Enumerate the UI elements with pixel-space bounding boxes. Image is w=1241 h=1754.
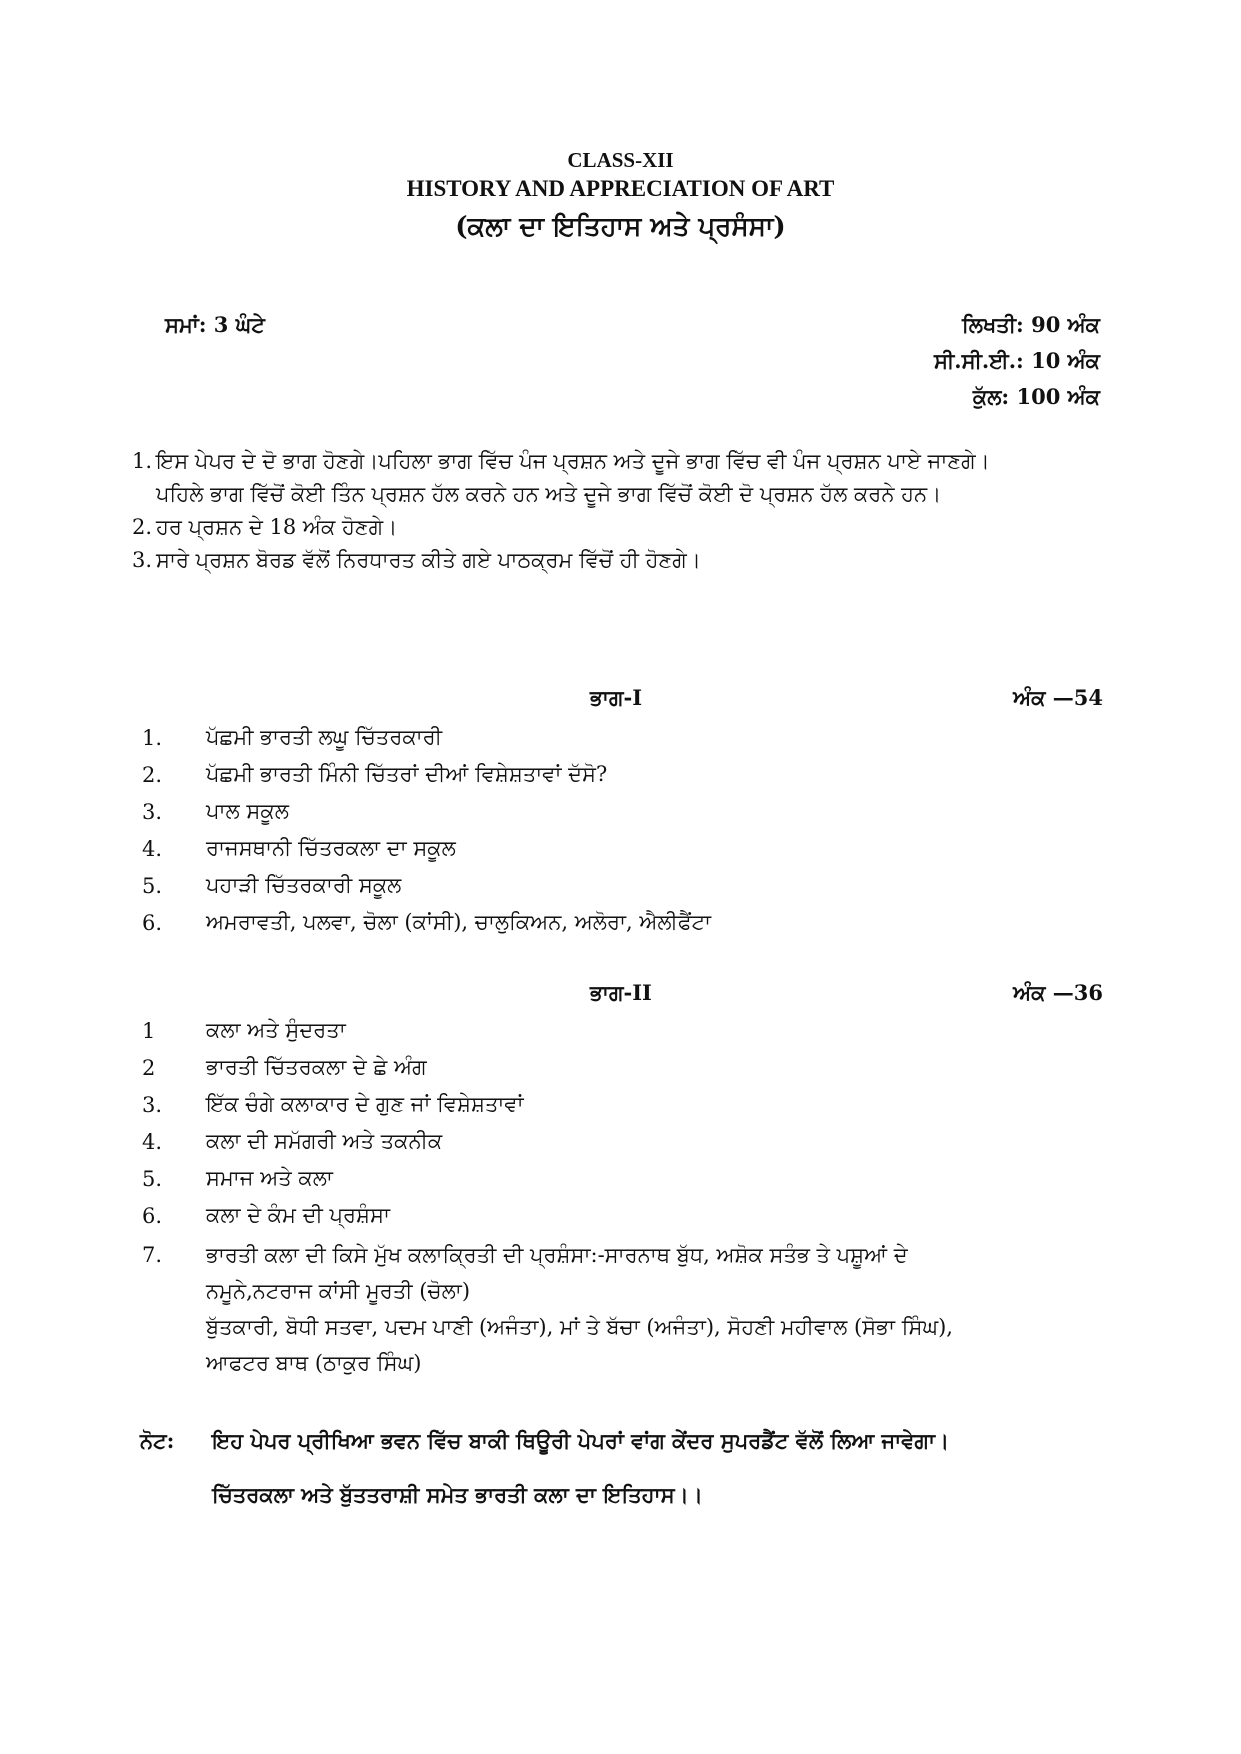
item-number: 5. [142,873,163,898]
list-item [142,1160,1102,1197]
item-number: 4. [142,1129,163,1154]
instruction-item [132,445,1132,478]
part2-list [142,1012,1102,1381]
part1-title: ਭਾਗ-I [590,685,643,710]
note-subtext: ਚਿੱਤਰਕਲਾ ਅਤੇ ਬੁੱਤਤਰਾਸ਼ੀ ਸਮੇਤ ਭਾਰਤੀ ਕਲਾ ਦਾ ਇਤਿਹਾਸ।। [212,1482,703,1507]
item-text: ਕਲਾ ਅਤੇ ਸੁੰਦਰਤਾ [206,1018,346,1042]
instruction-number: 3. [132,548,153,572]
item-number: 1 [142,1018,156,1043]
item-text: ਪਹਾੜੀ ਚਿੱਤਰਕਾਰੀ ਸਕੂਲ [206,873,402,897]
item-text: ਕਲਾ ਦੀ ਸਮੱਗਰੀ ਅਤੇ ਤਕਨੀਕ [206,1129,443,1153]
instruction-text: ਇਸ ਪੇਪਰ ਦੇ ਦੋ ਭਾਗ ਹੋਣਗੇ।ਪਹਿਲਾ ਭਾਗ ਵਿੱਚ ਪੰਜ ਪ੍ਰਸ਼ਨ ਅਤੇ ਦੂਜੇ ਭਾਗ ਵਿੱਚ ਵੀ ਪੰਜ ਪ੍ਰਸ਼ਨ ਪਾਏ ਜਾਣਗੇ। [156,449,990,473]
instructions-list [132,445,1132,577]
item-text-line: ਬੁੱਤਕਾਰੀ, ਬੋਧੀ ਸਤਵਾ, ਪਦਮ ਪਾਣੀ (ਅਜੰਤਾ), ਮਾਂ ਤੇ ਬੱਚਾ (ਅਜੰਤਾ), ਸੋਹਣੀ ਮਹੀਵਾਲ (ਸੋਭਾ ਸਿੰਘ), [206,1315,953,1339]
item-text [206,1237,953,1381]
item-text-line: ਭਾਰਤੀ ਕਲਾ ਦੀ ਕਿਸੇ ਮੁੱਖ ਕਲਾਕ੍ਰਿਤੀ ਦੀ ਪ੍ਰਸ਼ੰਸਾ:-ਸਾਰਨਾਥ ਬੁੱਧ, ਅਸ਼ੋਕ ਸਤੰਭ ਤੇ ਪਸ਼ੂਆਂ ਦੇ [206,1243,908,1267]
instruction-number: 2. [132,515,153,539]
item-text-line: ਨਮੂਨੇ,ਨਟਰਾਜ ਕਾਂਸੀ ਮੂਰਤੀ (ਚੋਲਾ) [206,1279,471,1303]
item-text: ਪੱਛਮੀ ਭਾਰਤੀ ਲਘੂ ਚਿੱਤਰਕਾਰੀ [206,725,443,749]
note-text: ਇਹ ਪੇਪਰ ਪ੍ਰੀਖਿਆ ਭਵਨ ਵਿੱਚ ਬਾਕੀ ਥਿਊਰੀ ਪੇਪਰਾਂ ਵਾਂਗ ਕੇਂਦਰ ਸੁਪਰਡੈਂਟ ਵੱਲੋਂ ਲਿਆ ਜਾਵੇਗਾ। [212,1428,950,1453]
list-item [142,793,1102,830]
list-item [142,904,1102,941]
note-label: ਨੋਟ: [140,1428,175,1453]
instruction-text: ਹਰ ਪ੍ਰਸ਼ਨ ਦੇ 18 ਅੰਕ ਹੋਣਗੇ। [156,515,398,539]
item-text-line: ਆਫਟਰ ਬਾਥ (ਠਾਕੁਰ ਸਿੰਘ) [206,1351,422,1375]
item-number: 5. [142,1166,163,1191]
note-block [0,1428,1241,1468]
instruction-item [132,511,1132,544]
item-text: ਸਮਾਜ ਅਤੇ ਕਲਾ [206,1166,333,1190]
list-item [142,830,1102,867]
list-item [142,1197,1102,1234]
item-number: 6. [142,1203,163,1228]
total-marks: ਕੁੱਲ: 100 ਅੰਕ [972,384,1100,409]
list-item [142,867,1102,904]
item-text: ਭਾਰਤੀ ਚਿੱਤਰਕਲਾ ਦੇ ਛੇ ਅੰਗ [206,1055,427,1079]
time-allowed: ਸਮਾਂ: 3 ਘੰਟੇ [165,312,265,337]
list-item [142,1237,1102,1381]
item-text: ਰਾਜਸਥਾਨੀ ਚਿੱਤਰਕਲਾ ਦਾ ਸਕੂਲ [206,836,456,860]
item-number: 3. [142,1092,163,1117]
list-item [142,1123,1102,1160]
instruction-number: 1. [132,449,153,473]
written-marks: ਲਿਖਤੀ: 90 ਅੰਕ [961,312,1100,337]
item-number: 4. [142,836,163,861]
part1-marks: ਅੰਕ —54 [1013,685,1103,710]
item-text: ਪੱਛਮੀ ਭਾਰਤੀ ਮਿੰਨੀ ਚਿੱਤਰਾਂ ਦੀਆਂ ਵਿਸ਼ੇਸ਼ਤਾਵਾਂ ਦੱਸੋ? [206,762,608,786]
list-item [142,1049,1102,1086]
item-number: 3. [142,799,163,824]
item-text: ਅਮਰਾਵਤੀ, ਪਲਵਾ, ਚੋਲਾ (ਕਾਂਸੀ), ਚਾਲੁਕਿਅਨ, ਅਲੋਰਾ, ਐਲੀਫੈਂਟਾ [206,910,712,934]
class-heading: CLASS-XII [567,148,674,172]
item-text: ਪਾਲ ਸਕੂਲ [206,799,289,823]
list-item [142,1012,1102,1049]
cce-marks: ਸੀ.ਸੀ.ਈ.: 10 ਅੰਕ [933,348,1100,373]
instruction-item [132,544,1132,577]
item-number: 1. [142,725,163,750]
list-item [142,719,1102,756]
item-number: 6. [142,910,163,935]
item-number: 2. [142,762,163,787]
list-item [142,756,1102,793]
item-number: 7. [142,1243,163,1267]
item-text: ਕਲਾ ਦੇ ਕੰਮ ਦੀ ਪ੍ਰਸ਼ੰਸਾ [206,1203,391,1227]
list-item [142,1086,1102,1123]
part1-list [142,719,1102,941]
part2-title: ਭਾਗ-II [590,980,652,1005]
item-text: ਇੱਕ ਚੰਗੇ ਕਲਾਕਾਰ ਦੇ ਗੁਣ ਜਾਂ ਵਿਸ਼ੇਸ਼ਤਾਵਾਂ [206,1092,524,1116]
subject-punjabi-heading: (ਕਲਾ ਦਾ ਇਤਿਹਾਸ ਅਤੇ ਪ੍ਰਸੰਸਾ) [455,212,786,242]
part2-marks: ਅੰਕ —36 [1013,980,1103,1005]
instruction-text: ਸਾਰੇ ਪ੍ਰਸ਼ਨ ਬੋਰਡ ਵੱਲੋਂ ਨਿਰਧਾਰਤ ਕੀਤੇ ਗਏ ਪਾਠਕ੍ਰਮ ਵਿੱਚੋਂ ਹੀ ਹੋਣਗੇ। [156,548,701,572]
item-number: 2 [142,1055,156,1080]
instruction-text: ਪਹਿਲੇ ਭਾਗ ਵਿੱਚੋਂ ਕੋਈ ਤਿੰਨ ਪ੍ਰਸ਼ਨ ਹੱਲ ਕਰਨੇ ਹਨ ਅਤੇ ਦੂਜੇ ਭਾਗ ਵਿੱਚੋਂ ਕੋਈ ਦੋ ਪ੍ਰਸ਼ਨ ਹੱਲ ਕਰਨੇ ਹਨ। [156,482,942,506]
subject-heading: HISTORY AND APPRECIATION OF ART [406,176,835,201]
